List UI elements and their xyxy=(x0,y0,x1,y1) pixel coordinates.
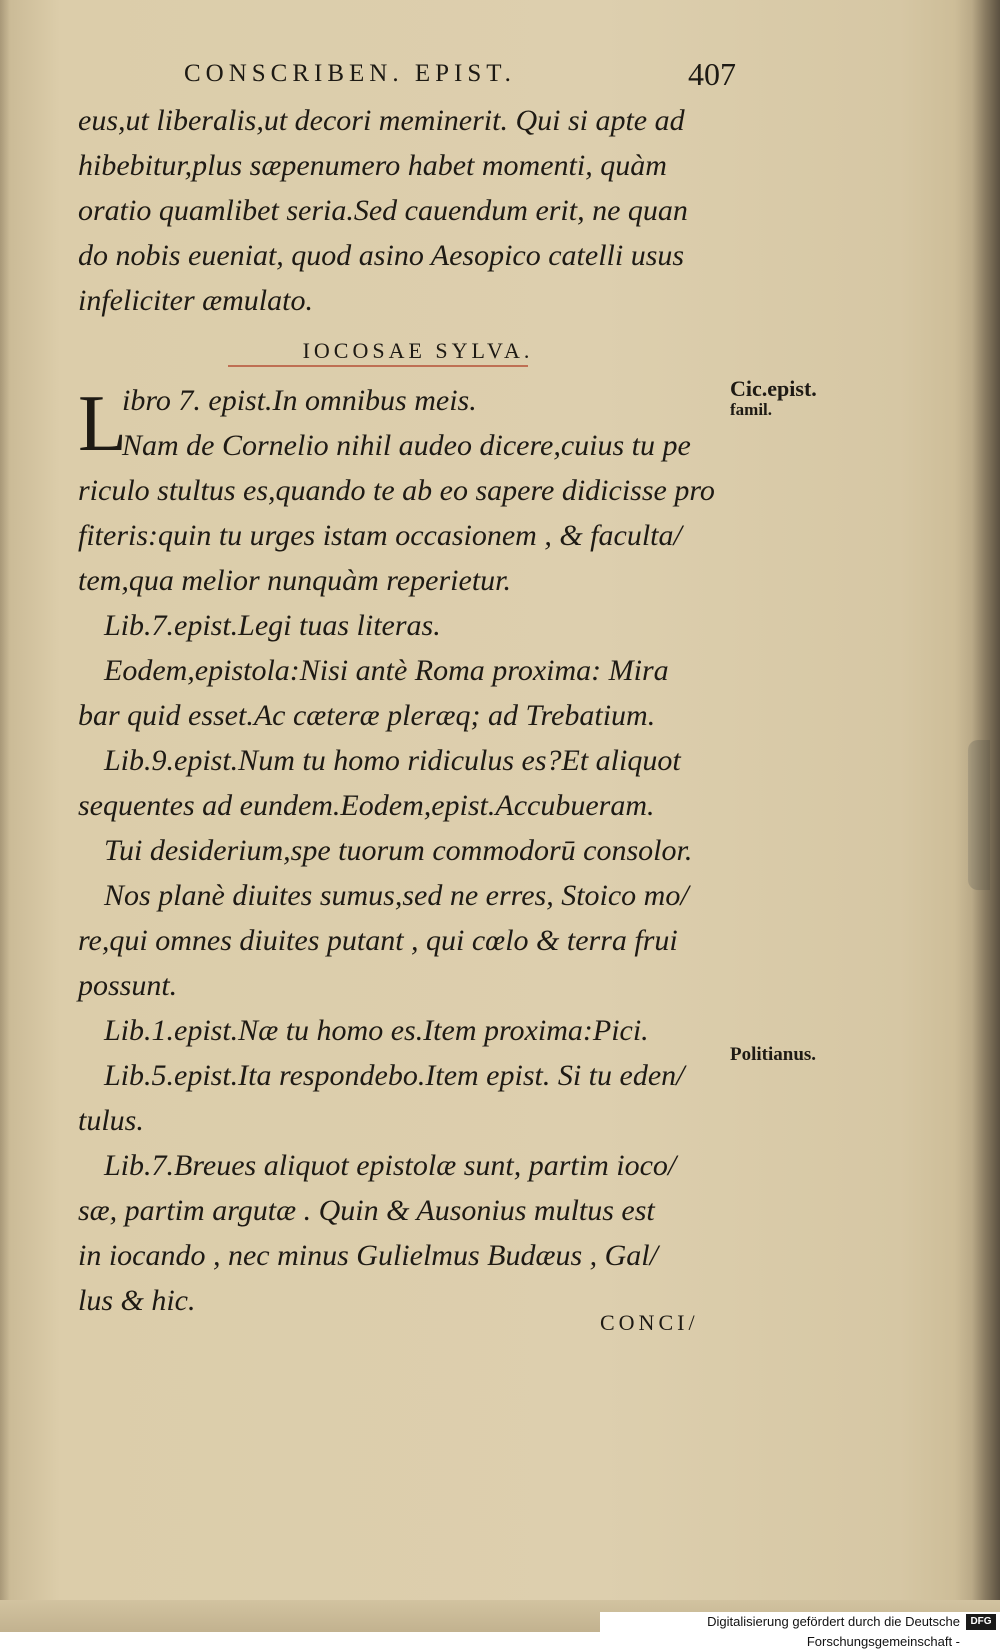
text-line: Lib.7.epist.Legi tuas literas. xyxy=(104,609,441,642)
margin-note-cicero: Cic.epist. xyxy=(730,376,817,401)
text-line: possunt. xyxy=(78,969,178,1002)
text-line: eus,ut liberalis,ut decori meminerit. Qui si apte ad xyxy=(78,104,685,137)
dfg-logo: DFG xyxy=(966,1614,996,1630)
section-heading-text: IOCOSAE SYLVA. xyxy=(302,338,534,363)
text-line: Lib.9.epist.Num tu homo ridiculus es?Et aliquot xyxy=(104,744,681,777)
text-line: hibebitur,plus sæpenumero habet momenti, quàm xyxy=(78,149,667,182)
text-line: Eodem,epistola:Nisi antè Roma proxima: Mira xyxy=(104,654,669,687)
text-line: oratio quamlibet seria.Sed cauendum erit, ne quan xyxy=(78,194,688,227)
running-head xyxy=(180,56,740,96)
text-line: lus & hic. xyxy=(78,1284,196,1317)
text-line: tulus. xyxy=(78,1104,144,1137)
text-line: in iocando , nec minus Gulielmus Budæus , Gal/ xyxy=(78,1239,658,1272)
text-line: bar quid esset.Ac cæteræ pleræq; ad Trebatium. xyxy=(78,699,656,732)
body-lines xyxy=(78,468,738,1323)
text-line: Lib.1.epist.Næ tu homo es.Item proxima:Pici. xyxy=(104,1014,649,1047)
text-line: Lib.5.epist.Ita respondebo.Item epist. Si tu eden/ xyxy=(104,1059,685,1092)
drop-cap: L xyxy=(78,380,127,468)
margin-note-famil: famil. xyxy=(730,400,773,419)
text-line: infeliciter æmulato. xyxy=(78,284,313,317)
running-title: CONSCRIBEN. EPIST. xyxy=(184,60,516,87)
text-line: Tui desiderium,spe tuorum commodorū consolor. xyxy=(104,834,693,867)
text-block xyxy=(78,98,738,1323)
digitization-credit xyxy=(600,1612,1000,1649)
credit-text: Digitalisierung gefördert durch die Deutsche Forschungsgemeinschaft - xyxy=(707,1614,960,1649)
text-line: Nos planè diuites sumus,sed ne erres, Stoico mo/ xyxy=(104,879,689,912)
page-number: 407 xyxy=(688,56,736,92)
catchword: CONCI/ xyxy=(600,1310,699,1335)
text-line: re,qui omnes diuites putant , qui cœlo & terra frui xyxy=(78,924,678,957)
text-line: do nobis eueniat, quod asino Aesopico catelli usus xyxy=(78,239,685,272)
text-line: riculo stultus es,quando te ab eo sapere didicisse pro xyxy=(78,474,715,507)
second-line: Nam de Cornelio nihil audeo dicere,cuius tu pe xyxy=(122,429,691,462)
text-line: Lib.7.Breues aliquot epistolæ sunt, partim ioco/ xyxy=(104,1149,677,1182)
text-line: sequentes ad eundem.Eodem,epist.Accubueram. xyxy=(78,789,655,822)
text-line: sæ, partim argutæ . Quin & Ausonius multus est xyxy=(78,1194,655,1227)
margin-note-politianus: Politianus. xyxy=(730,1044,817,1065)
text-line: fiteris:quin tu urges istam occasionem , & faculta/ xyxy=(78,519,682,552)
text-line: tem,qua melior nunquàm reperietur. xyxy=(78,564,512,597)
page-clip-tab xyxy=(968,740,990,890)
first-line-text: ibro 7. epist.In omnibus meis. xyxy=(122,384,477,417)
section-heading xyxy=(78,323,738,378)
heading-underline xyxy=(228,365,528,367)
